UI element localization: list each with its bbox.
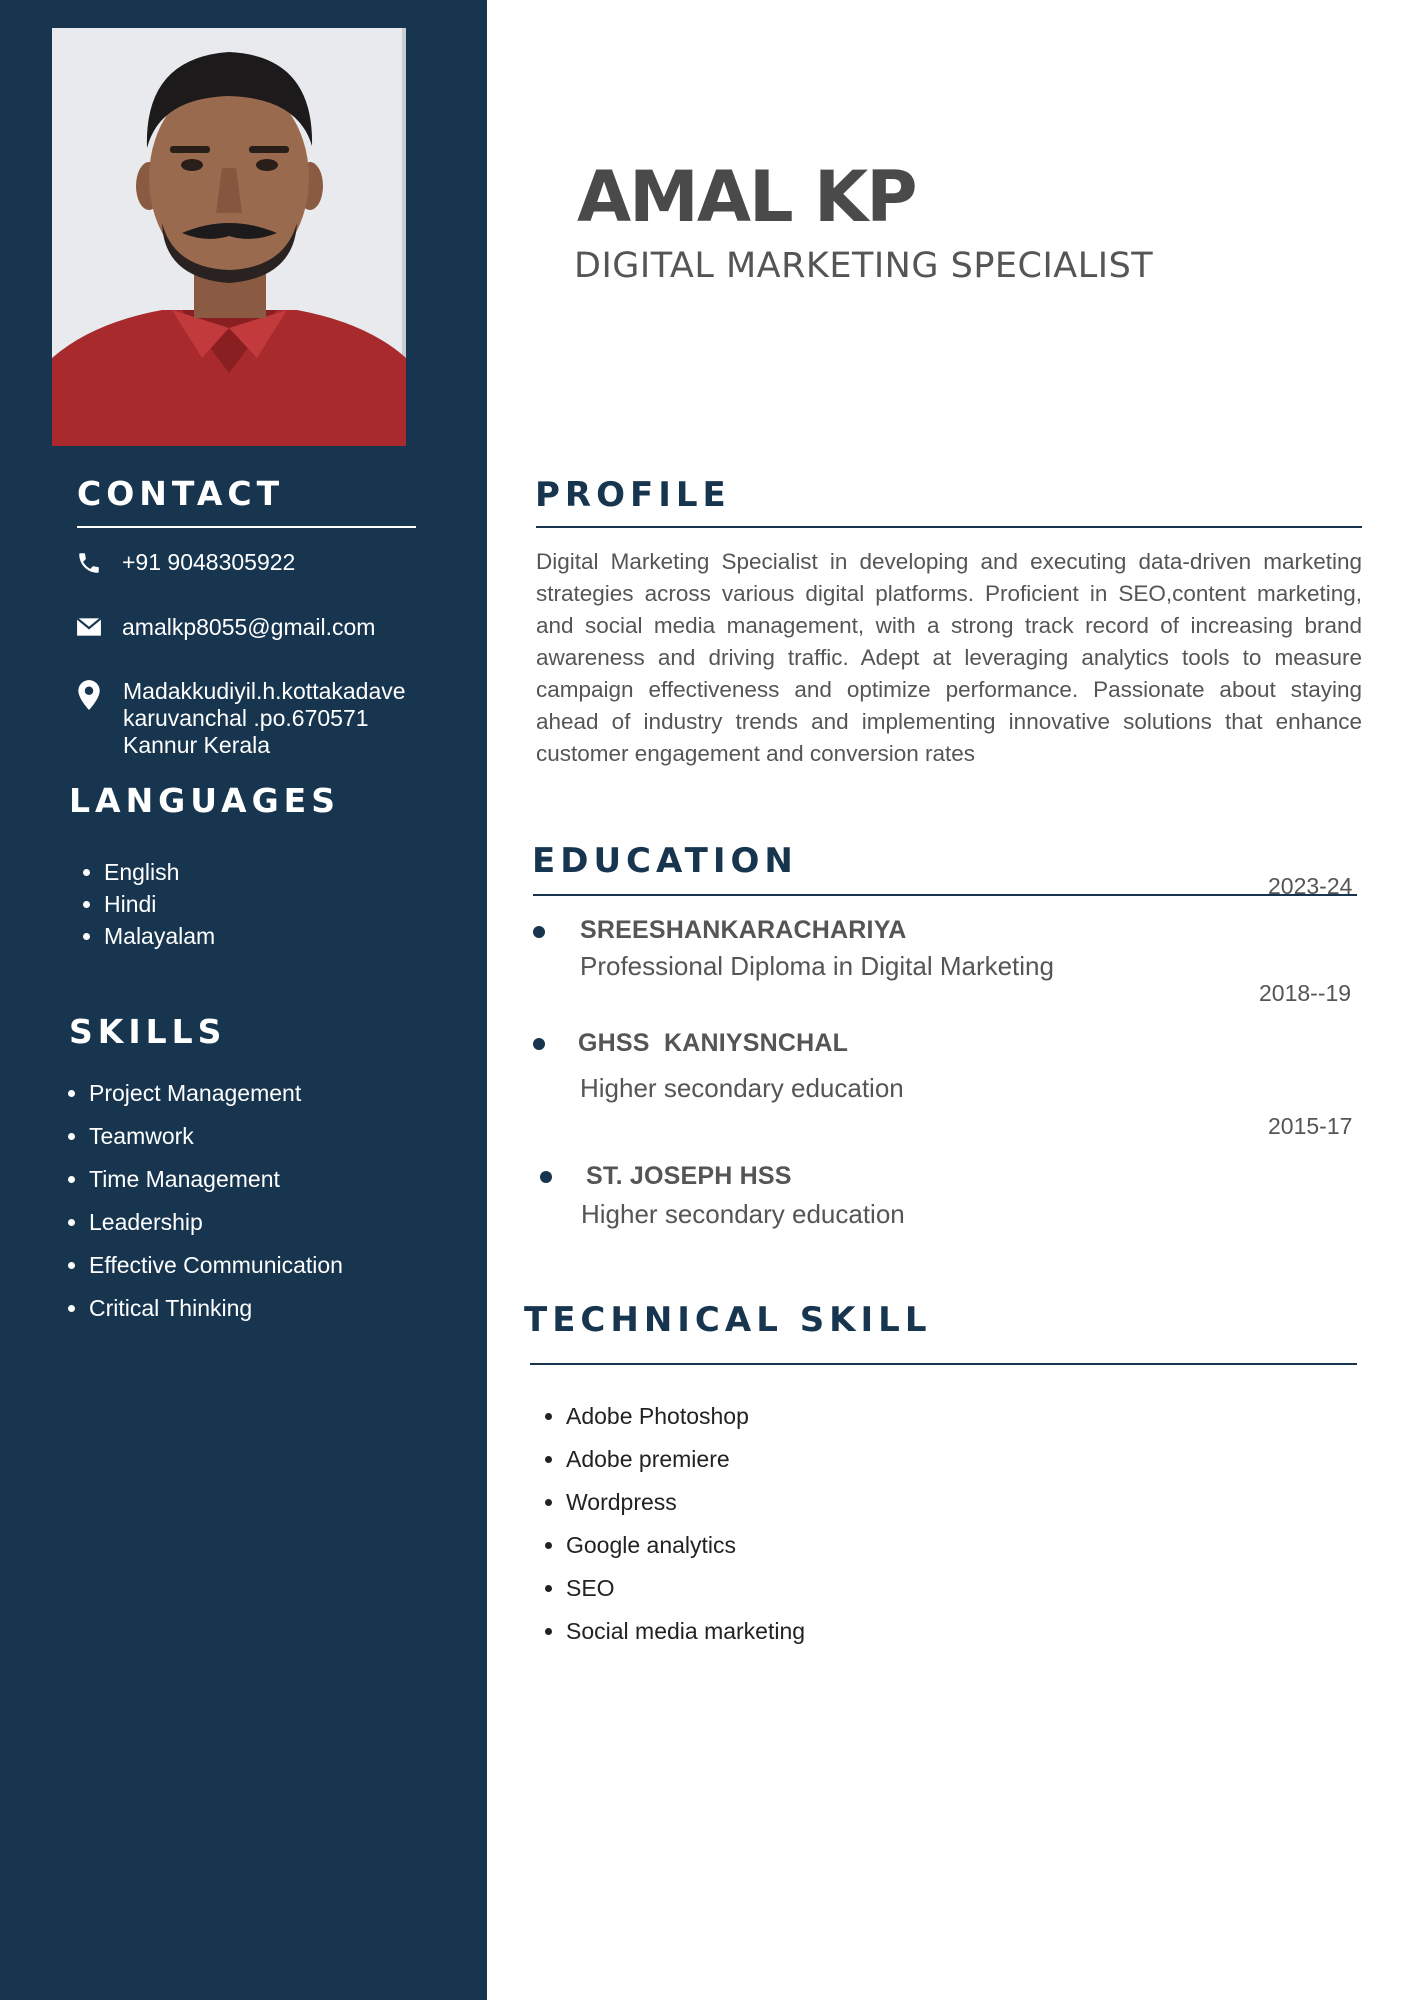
skill-item: • Critical Thinking xyxy=(89,1292,343,1335)
education-school: SREESHANKARACHARIYA xyxy=(580,916,907,944)
address-line: karuvanchal .po.670571 xyxy=(123,705,369,731)
bullet-icon xyxy=(533,1038,545,1050)
contact-address xyxy=(123,678,406,759)
technical-skill-item: • Wordpress xyxy=(566,1486,805,1529)
sidebar xyxy=(0,0,487,2000)
contact-divider xyxy=(77,526,416,528)
language-item: • Hindi xyxy=(104,888,215,920)
technical-skill-item: • Social media marketing xyxy=(566,1615,805,1658)
contact-email[interactable]: amalkp8055@gmail.com xyxy=(122,614,376,640)
contact-heading: CONTACT xyxy=(77,474,285,513)
technical-skill-item: • Google analytics xyxy=(566,1529,805,1572)
profile-divider xyxy=(536,526,1362,528)
phone-icon xyxy=(76,550,102,576)
skills-heading: SKILLS xyxy=(69,1012,227,1051)
education-degree: Higher secondary education xyxy=(580,1073,904,1103)
bullet-icon xyxy=(540,1171,552,1183)
language-item: • English xyxy=(104,856,215,888)
skill-item: • Effective Communication xyxy=(89,1249,343,1292)
skill-item: • Teamwork xyxy=(89,1120,343,1163)
skill-item: • Leadership xyxy=(89,1206,343,1249)
languages-list xyxy=(76,856,215,952)
technical-skill-item: • SEO xyxy=(566,1572,805,1615)
profile-summary: Digital Marketing Specialist in developing and executing data-driven marketing strategies across various digital platforms. Proficient in SEO,content marketing, and social media management, with a strong track record of increasing brand awareness and driving traffic. Adept at leveraging analytics tools to measure campaign effectiveness and optimize performance. Passionate about staying ahead of industry trends and implementing innovative solutions that enhance customer engagement and conversion rates xyxy=(536,549,1362,766)
education-school: GHSS KANIYSNCHAL xyxy=(578,1029,849,1057)
education-degree: Professional Diploma in Digital Marketing xyxy=(580,951,1054,981)
education-degree: Higher secondary education xyxy=(581,1199,905,1229)
candidate-name: AMAL KP xyxy=(577,156,916,238)
skills-list xyxy=(60,1077,343,1335)
education-year: 2015-17 xyxy=(1268,1113,1353,1139)
education-heading: EDUCATION xyxy=(532,841,798,881)
education-school: ST. JOSEPH HSS xyxy=(586,1162,792,1190)
language-item: • Malayalam xyxy=(104,920,215,952)
technical-skill-heading: TECHNICAL SKILL xyxy=(524,1300,932,1340)
skill-item: • Time Management xyxy=(89,1163,343,1206)
profile-photo xyxy=(52,28,406,446)
technical-divider xyxy=(530,1363,1357,1365)
contact-phone[interactable]: +91 9048305922 xyxy=(122,549,296,575)
languages-heading: LANGUAGES xyxy=(69,781,340,820)
address-line: Madakkudiyil.h.kottakadave xyxy=(123,678,406,704)
technical-skill-item: • Adobe premiere xyxy=(566,1443,805,1486)
skill-item: • Project Management xyxy=(89,1077,343,1120)
technical-skill-item: • Adobe Photoshop xyxy=(566,1400,805,1443)
location-pin-icon xyxy=(76,679,102,711)
technical-skills-list xyxy=(538,1400,805,1658)
education-year: 2023-24 xyxy=(1268,873,1353,899)
bullet-icon xyxy=(533,926,545,938)
education-year: 2018--19 xyxy=(1259,980,1352,1006)
job-title: DIGITAL MARKETING SPECIALIST xyxy=(574,246,1154,286)
profile-heading: PROFILE xyxy=(535,475,731,515)
email-icon xyxy=(76,614,102,640)
address-line: Kannur Kerala xyxy=(123,732,271,758)
education-divider xyxy=(533,894,1357,896)
